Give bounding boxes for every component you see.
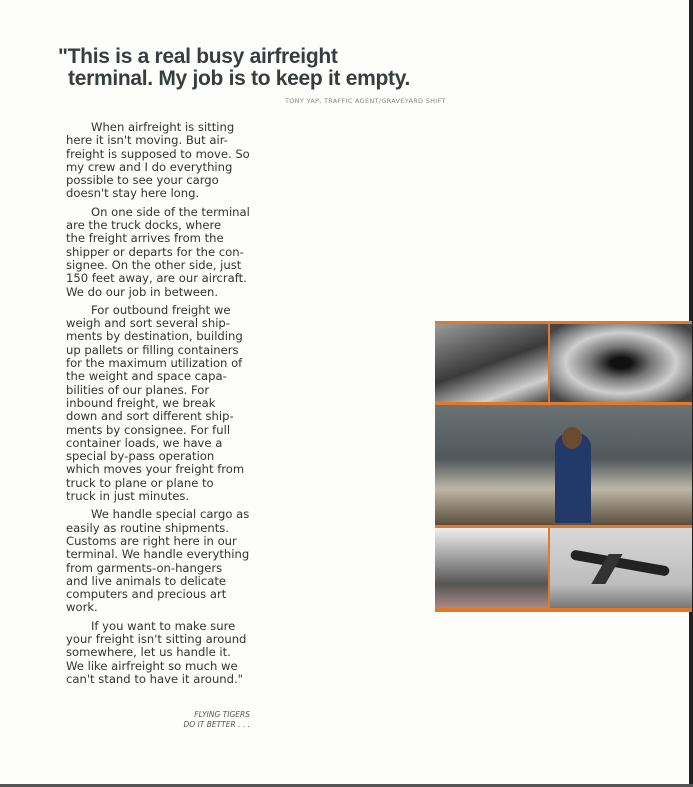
paragraph xyxy=(66,304,266,503)
signoff-line: DO IT BETTER . . . xyxy=(183,720,250,729)
photo-terminal-equipment xyxy=(435,324,548,402)
signoff xyxy=(150,710,250,730)
text-line: computers and precious art xyxy=(66,587,227,602)
body-text xyxy=(66,121,266,691)
text-line: container loads, we have a xyxy=(66,435,223,450)
text-line: can't stand to have it around." xyxy=(66,671,244,686)
text-line: signee. On the other side, just xyxy=(66,257,242,272)
photo-collage xyxy=(435,321,692,612)
text-line: 150 feet away, are our aircraft. xyxy=(66,271,247,286)
text-line: We do our job in between. xyxy=(66,284,219,299)
text-line: doesn't stay here long. xyxy=(66,186,200,201)
photo-agent-on-phone xyxy=(435,405,692,525)
text-line: up pallets or filling containers xyxy=(66,342,239,357)
text-line: somewhere, let us handle it. xyxy=(66,645,231,660)
text-line: my crew and I do everything xyxy=(66,159,233,174)
headline-line: "This is a real busy airfreight xyxy=(58,45,338,68)
paragraph xyxy=(66,206,266,299)
text-line: weigh and sort several ship- xyxy=(66,316,230,331)
text-line: are the truck docks, where xyxy=(66,218,222,233)
text-line: When airfreight is sitting xyxy=(91,120,235,134)
paragraph xyxy=(66,121,266,201)
headline-quote xyxy=(58,46,410,90)
text-line: On one side of the terminal xyxy=(91,204,250,219)
text-line: If you want to make sure xyxy=(91,618,236,633)
photo-plane-takeoff xyxy=(550,528,692,608)
text-line: from garments-on-hangers xyxy=(66,560,223,575)
text-line: work. xyxy=(66,600,98,615)
photo-truck-docks xyxy=(435,528,548,608)
text-line: We like airfreight so much we xyxy=(66,658,238,673)
text-line: possible to see your cargo xyxy=(66,173,219,188)
text-line: terminal. We handle everything xyxy=(66,547,250,562)
text-line: and live animals to delicate xyxy=(66,573,227,588)
text-line: ments by destination, building xyxy=(66,329,243,344)
signoff-line: FLYING TIGERS xyxy=(194,710,250,719)
text-line: bilities of our planes. For xyxy=(66,382,210,397)
text-line: truck in just minutes. xyxy=(66,489,190,504)
text-line: truck to plane or plane to xyxy=(66,475,214,490)
text-line: the freight arrives from the xyxy=(66,231,224,246)
text-line: easily as routine shipments. xyxy=(66,520,229,535)
text-line: For outbound freight we xyxy=(91,302,231,317)
text-line: Customs are right here in our xyxy=(66,533,237,548)
photo-aircraft-cargo-hold xyxy=(550,324,692,402)
text-line: inbound freight, we break xyxy=(66,395,216,410)
text-line: the weight and space capa- xyxy=(66,369,227,384)
text-line: here it isn't moving. But air- xyxy=(66,133,228,148)
text-line: which moves your freight from xyxy=(66,462,245,477)
paragraph xyxy=(66,508,266,614)
quote-credit: TONY YAP, TRAFFIC AGENT/GRAVEYARD SHIFT xyxy=(285,97,446,105)
headline-line: terminal. My job is to keep it empty. xyxy=(68,67,411,90)
text-line: down and sort different ship- xyxy=(66,409,234,424)
text-line: ments by consignee. For full xyxy=(66,422,231,437)
text-line: freight is supposed to move. So xyxy=(66,146,250,161)
paragraph xyxy=(66,620,266,686)
text-line: We handle special cargo as xyxy=(91,507,250,522)
text-line: special by-pass operation xyxy=(66,449,215,464)
text-line: shipper or departs for the con- xyxy=(66,244,244,259)
text-line: for the maximum utilization of xyxy=(66,356,243,371)
text-line: your freight isn't sitting around xyxy=(66,631,247,646)
